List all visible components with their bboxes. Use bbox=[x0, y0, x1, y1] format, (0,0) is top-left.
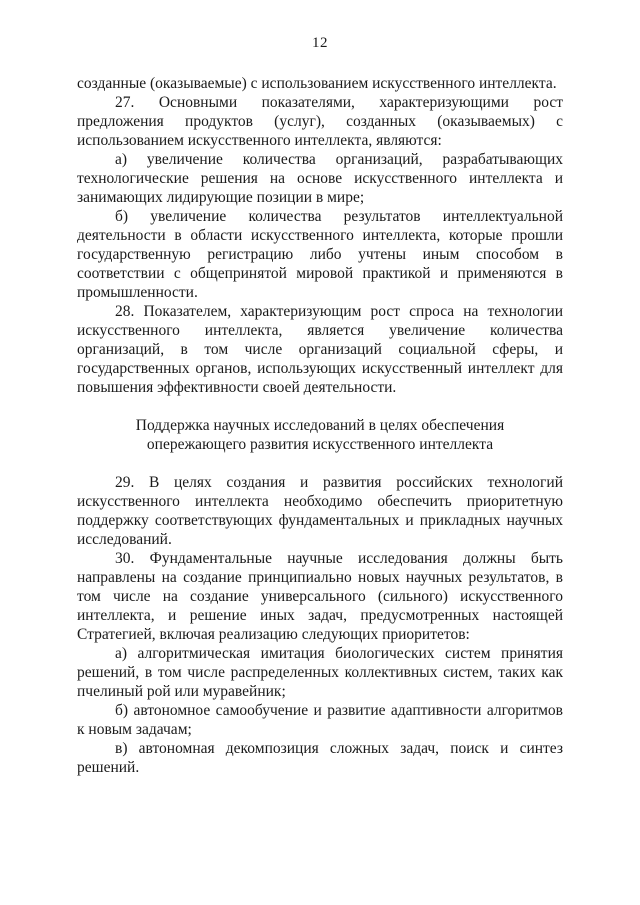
paragraph: 28. Показателем, характеризующим рост спроса на технологии искусственного интеллекта, является увеличение количества организаций, в том числе организаций социальной сферы, и государственных органов, использующих искусственный интеллект для повышения эффективности своей деятельности. bbox=[77, 303, 563, 396]
paragraph: созданные (оказываемые) с использованием искусственного интеллекта. bbox=[77, 75, 557, 92]
section-heading: Поддержка научных исследований в целях обеспечения опережающего развития искусственного интеллекта bbox=[135, 417, 505, 453]
paragraph: 27. Основными показателями, характеризующими рост предложения продуктов (услуг), созданных (оказываемых) с использованием искусственного интеллекта, являются: bbox=[77, 94, 563, 149]
document-body bbox=[77, 74, 563, 777]
paragraph: а) увеличение количества организаций, разрабатывающих технологические решения на основе искусственного интеллекта и занимающих лидирующие позиции в мире; bbox=[77, 151, 563, 206]
paragraph: в) автономная декомпозиция сложных задач, поиск и синтез решений. bbox=[77, 740, 563, 776]
paragraph: а) алгоритмическая имитация биологических систем принятия решений, в том числе распределенных коллективных систем, таких как пчелиный рой или муравейник; bbox=[77, 645, 563, 700]
paragraph: б) автономное самообучение и развитие адаптивности алгоритмов к новым задачам; bbox=[77, 702, 563, 738]
paragraph: 30. Фундаментальные научные исследования должны быть направлены на создание принципиально новых научных результатов, в том числе на создание универсального (сильного) искусственного интеллекта, и решение иных задач, предусмотренных настоящей Стратегией, включая реализацию следующих приоритетов: bbox=[77, 550, 563, 643]
page-number: 12 bbox=[312, 35, 328, 51]
paragraph: б) увеличение количества результатов интеллектуальной деятельности в области искусственного интеллекта, которые прошли государственную регистрацию либо учтены иным способом в соответствии с общепринятой мировой практикой и применяются в промышленности. bbox=[77, 208, 563, 301]
paragraph: 29. В целях создания и развития российских технологий искусственного интеллекта необходимо обеспечить приоритетную поддержку соответствующих фундаментальных и прикладных научных исследований. bbox=[77, 474, 563, 548]
